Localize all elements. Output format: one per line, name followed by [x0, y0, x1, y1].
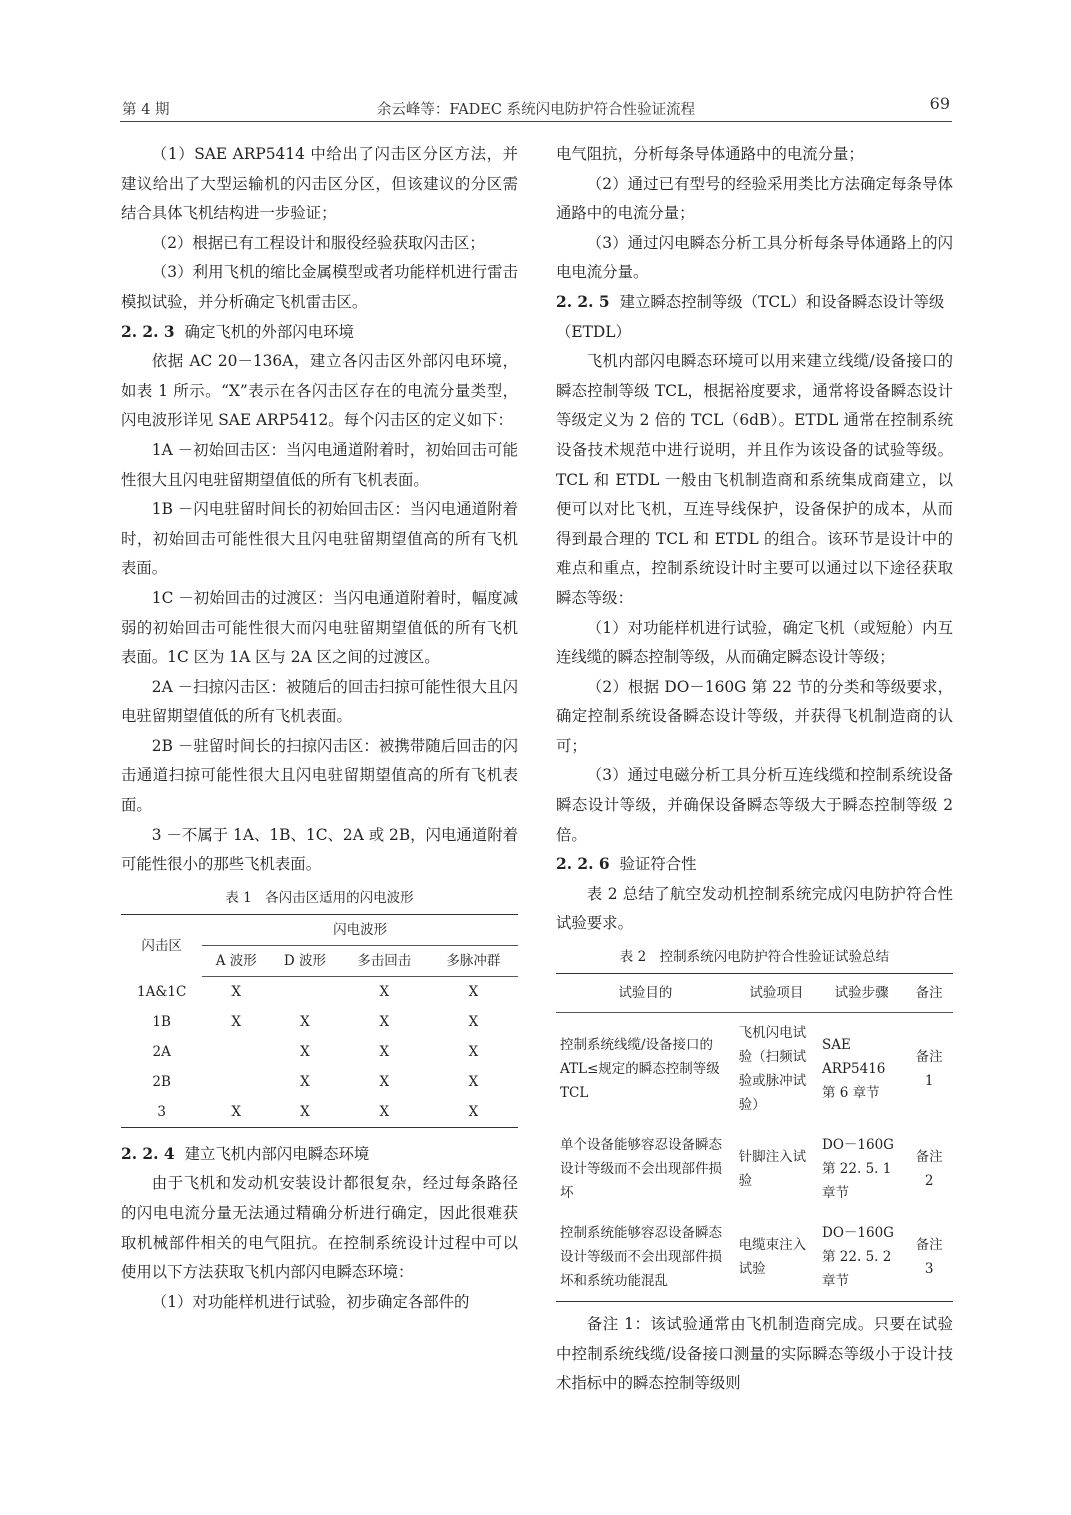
paragraph: 1B －闪电驻留时间长的初始回击区：当闪电通道附着时，初始回击可能性很大且闪电驻留期望值高的所有飞机表面。 — [121, 500, 518, 578]
cell: X — [231, 1103, 242, 1120]
col-test-purpose: 试验目的 — [556, 974, 735, 1013]
header-rule — [120, 121, 952, 122]
cell: X — [379, 1073, 390, 1090]
issue-number: 第 4 期 — [122, 102, 170, 118]
note-cell: 备注 2 — [915, 1149, 943, 1190]
table-row — [556, 1013, 953, 1126]
zone-cell: 2A — [152, 1043, 171, 1060]
col-test-item: 试验项目 — [735, 974, 818, 1013]
section-number: 2. 2. 5 — [556, 292, 610, 311]
col-waveform-d: D 波形 — [270, 945, 340, 976]
right-column — [556, 140, 953, 1399]
running-title: 余云峰等：FADEC 系统闪电防护符合性验证流程 — [376, 102, 696, 118]
note-cell: 备注 1 — [915, 1049, 943, 1090]
section-title: 验证符合性 — [619, 855, 697, 874]
cell: X — [468, 1043, 479, 1060]
cell: X — [379, 983, 390, 1000]
section-title: 确定飞机的外部闪电环境 — [184, 322, 354, 341]
cell: X — [468, 1073, 479, 1090]
cell — [270, 976, 340, 1007]
paragraph: （3）利用飞机的缩比金属模型或者功能样机进行雷击模拟试验，并分析确定飞机雷击区。 — [121, 263, 518, 311]
paragraph: （3）通过电磁分析工具分析互连线缆和控制系统设备瞬态设计等级，并确保设备瞬态等级大于瞬态控制等级 2 倍。 — [556, 766, 953, 844]
section-title: 建立瞬态控制等级（TCL）和设备瞬态设计等级（ETDL） — [556, 292, 945, 341]
purpose-cell: 单个设备能够容忍设备瞬态设计等级而不会出现部件损坏 — [560, 1137, 722, 1202]
cell — [202, 1067, 270, 1097]
cell: X — [300, 1013, 310, 1030]
step-cell: DO－160G 第 22. 5. 2 章节 — [822, 1225, 894, 1290]
table1 — [121, 914, 518, 1128]
page-number: 69 — [929, 94, 950, 113]
left-column — [121, 140, 518, 1317]
purpose-cell: 控制系统能够容忍设备瞬态设计等级而不会出现部件损坏和系统功能混乱 — [560, 1225, 722, 1290]
paragraph: 依据 AC 20－136A，建立各闪击区外部闪电环境，如表 1 所示。“X”表示在各闪击区存在的电流分量类型，闪电波形详见 SAE ARP5412。每个闪击区的定义如下： — [121, 352, 518, 430]
col-waveform-a: A 波形 — [202, 945, 270, 976]
section-title: 建立飞机内部闪电瞬态环境 — [184, 1144, 370, 1163]
zone-cell: 2B — [152, 1073, 171, 1090]
section-heading-2-2-3 — [121, 318, 518, 348]
cell: X — [468, 1013, 479, 1030]
item-cell: 飞机闪电试验（扫频试验或脉冲试验） — [738, 1025, 807, 1114]
item-cell: 电缆束注入试验 — [738, 1237, 807, 1278]
table-row — [121, 1067, 518, 1097]
step-cell: DO－160G 第 22. 5. 1 章节 — [822, 1137, 894, 1202]
paragraph: 表 2 总结了航空发动机控制系统完成闪电防护符合性试验要求。 — [556, 884, 953, 933]
cell: X — [300, 1103, 310, 1120]
paragraph: （3）通过闪电瞬态分析工具分析每条导体通路上的闪电电流分量。 — [556, 233, 953, 282]
paragraph: 2A －扫掠闪击区：被随后的回击扫掠可能性很大且闪电驻留期望值低的所有飞机表面。 — [121, 677, 518, 726]
paragraph: （1）SAE ARP5414 中给出了闪击区分区方法，并建议给出了大型运输机的闪击区分区，但该建议的分区需结合具体飞机结构进一步验证； — [121, 145, 518, 223]
paragraph: 电气阻抗，分析每条导体通路中的电流分量； — [556, 145, 864, 163]
paragraph: 备注 1：该试验通常由飞机制造商完成。只要在试验中控制系统线缆/设备接口测量的实际瞬态等级小于设计技术指标中的瞬态控制等级则 — [556, 1315, 953, 1393]
col-waveform-group: 闪电波形 — [202, 914, 518, 945]
cell: X — [379, 1043, 390, 1060]
cell: X — [231, 1013, 242, 1030]
item-cell: 针脚注入试验 — [738, 1149, 807, 1190]
purpose-cell: 控制系统线缆/设备接口的 ATL≤规定的瞬态控制等级 TCL — [560, 1037, 720, 1102]
section-heading-2-2-5 — [556, 288, 953, 347]
section-number: 2. 2. 3 — [121, 322, 175, 341]
cell: X — [468, 983, 479, 1000]
step-cell: SAE ARP5416 第 6 章节 — [822, 1037, 886, 1102]
paragraph: 1C －初始回击的过渡区：当闪电通道附着时，幅度减弱的初始回击可能性很大而闪电驻留期望值低的所有飞机表面。1C 区为 1A 区与 2A 区之间的过渡区。 — [121, 588, 518, 667]
col-remark: 备注 — [905, 974, 953, 1013]
table-row — [121, 1007, 518, 1037]
table2 — [556, 973, 953, 1302]
cell: X — [379, 1103, 390, 1120]
zone-cell: 1A&1C — [137, 983, 187, 1000]
cell: X — [379, 1013, 390, 1030]
section-heading-2-2-4 — [121, 1140, 518, 1170]
paragraph: （2）根据已有工程设计和服役经验获取闪击区； — [151, 233, 485, 252]
table-row — [556, 1213, 953, 1302]
col-zone: 闪击区 — [141, 937, 182, 954]
col-test-procedure: 试验步骤 — [818, 974, 905, 1013]
cell — [202, 1037, 270, 1067]
section-number: 2. 2. 6 — [556, 855, 610, 874]
running-header — [120, 94, 952, 122]
section-number: 2. 2. 4 — [121, 1144, 175, 1163]
paragraph: 1A －初始回击区：当闪电通道附着时，初始回击可能性很大且闪电驻留期望值低的所有飞机表面。 — [121, 440, 518, 489]
table-row — [121, 976, 518, 1007]
table1-caption: 表 1 各闪击区适用的闪电波形 — [225, 889, 414, 906]
paragraph: （1）对功能样机进行试验，初步确定各部件的 — [151, 1292, 470, 1311]
table-row — [121, 1037, 518, 1067]
paragraph: （1）对功能样机进行试验，确定飞机（或短舱）内互连线缆的瞬态控制等级，从而确定瞬态设计等级； — [556, 618, 953, 667]
paragraph: （2）通过已有型号的经验采用类比方法确定每条导体通路中的电流分量； — [556, 174, 953, 223]
cell: X — [300, 1043, 310, 1060]
col-multiple-stroke: 多击回击 — [340, 945, 429, 976]
cell: X — [300, 1073, 310, 1090]
section-heading-2-2-6 — [556, 850, 953, 880]
paragraph: 由于飞机和发动机安装设计都很复杂，经过每条路径的闪电电流分量无法通过精确分析进行确定，因此很难获取机械部件相关的电气阻抗。在控制系统设计过程中可以使用以下方法获取飞机内部闪电瞬态环境： — [121, 1174, 518, 1282]
zone-cell: 1B — [152, 1013, 171, 1030]
paragraph: （2）根据 DO－160G 第 22 节的分类和等级要求，确定控制系统设备瞬态设计等级，并获得飞机制造商的认可； — [556, 677, 953, 755]
note-cell: 备注 3 — [915, 1237, 943, 1278]
paragraph: 飞机内部闪电瞬态环境可以用来建立线缆/设备接口的瞬态控制等级 TCL，根据裕度要求，通常将设备瞬态设计等级定义为 2 倍的 TCL（6dB）。ETDL 通常在控制系统设备技术规范中进行说明，并且作为该设备的试验等级。TCL 和 ETDL 一般由飞机制造商和系统集成商建立，以便可以对比飞机，互连导线保护，设备保护的成本，从而得到最合理的 TCL 和 ETDL 的组合。该环节是设计中的难点和重点，控制系统设计时主要可以通过以下途径获取瞬态等级： — [556, 352, 953, 607]
paragraph: 2B －驻留时间长的扫掠闪击区：被携带随后回击的闪击通道扫掠可能性很大且闪电驻留期望值高的所有飞机表面。 — [121, 736, 518, 815]
zone-cell: 3 — [157, 1103, 166, 1120]
cell: X — [231, 983, 242, 1000]
cell: X — [468, 1103, 479, 1120]
col-multiple-burst: 多脉冲群 — [429, 945, 518, 976]
table-row — [556, 1125, 953, 1213]
table2-caption: 表 2 控制系统闪电防护符合性验证试验总结 — [619, 949, 890, 966]
paragraph: 3 －不属于 1A、1B、1C、2A 或 2B，闪电通道附着可能性很小的那些飞机表面。 — [121, 825, 518, 874]
table-row — [121, 1097, 518, 1128]
